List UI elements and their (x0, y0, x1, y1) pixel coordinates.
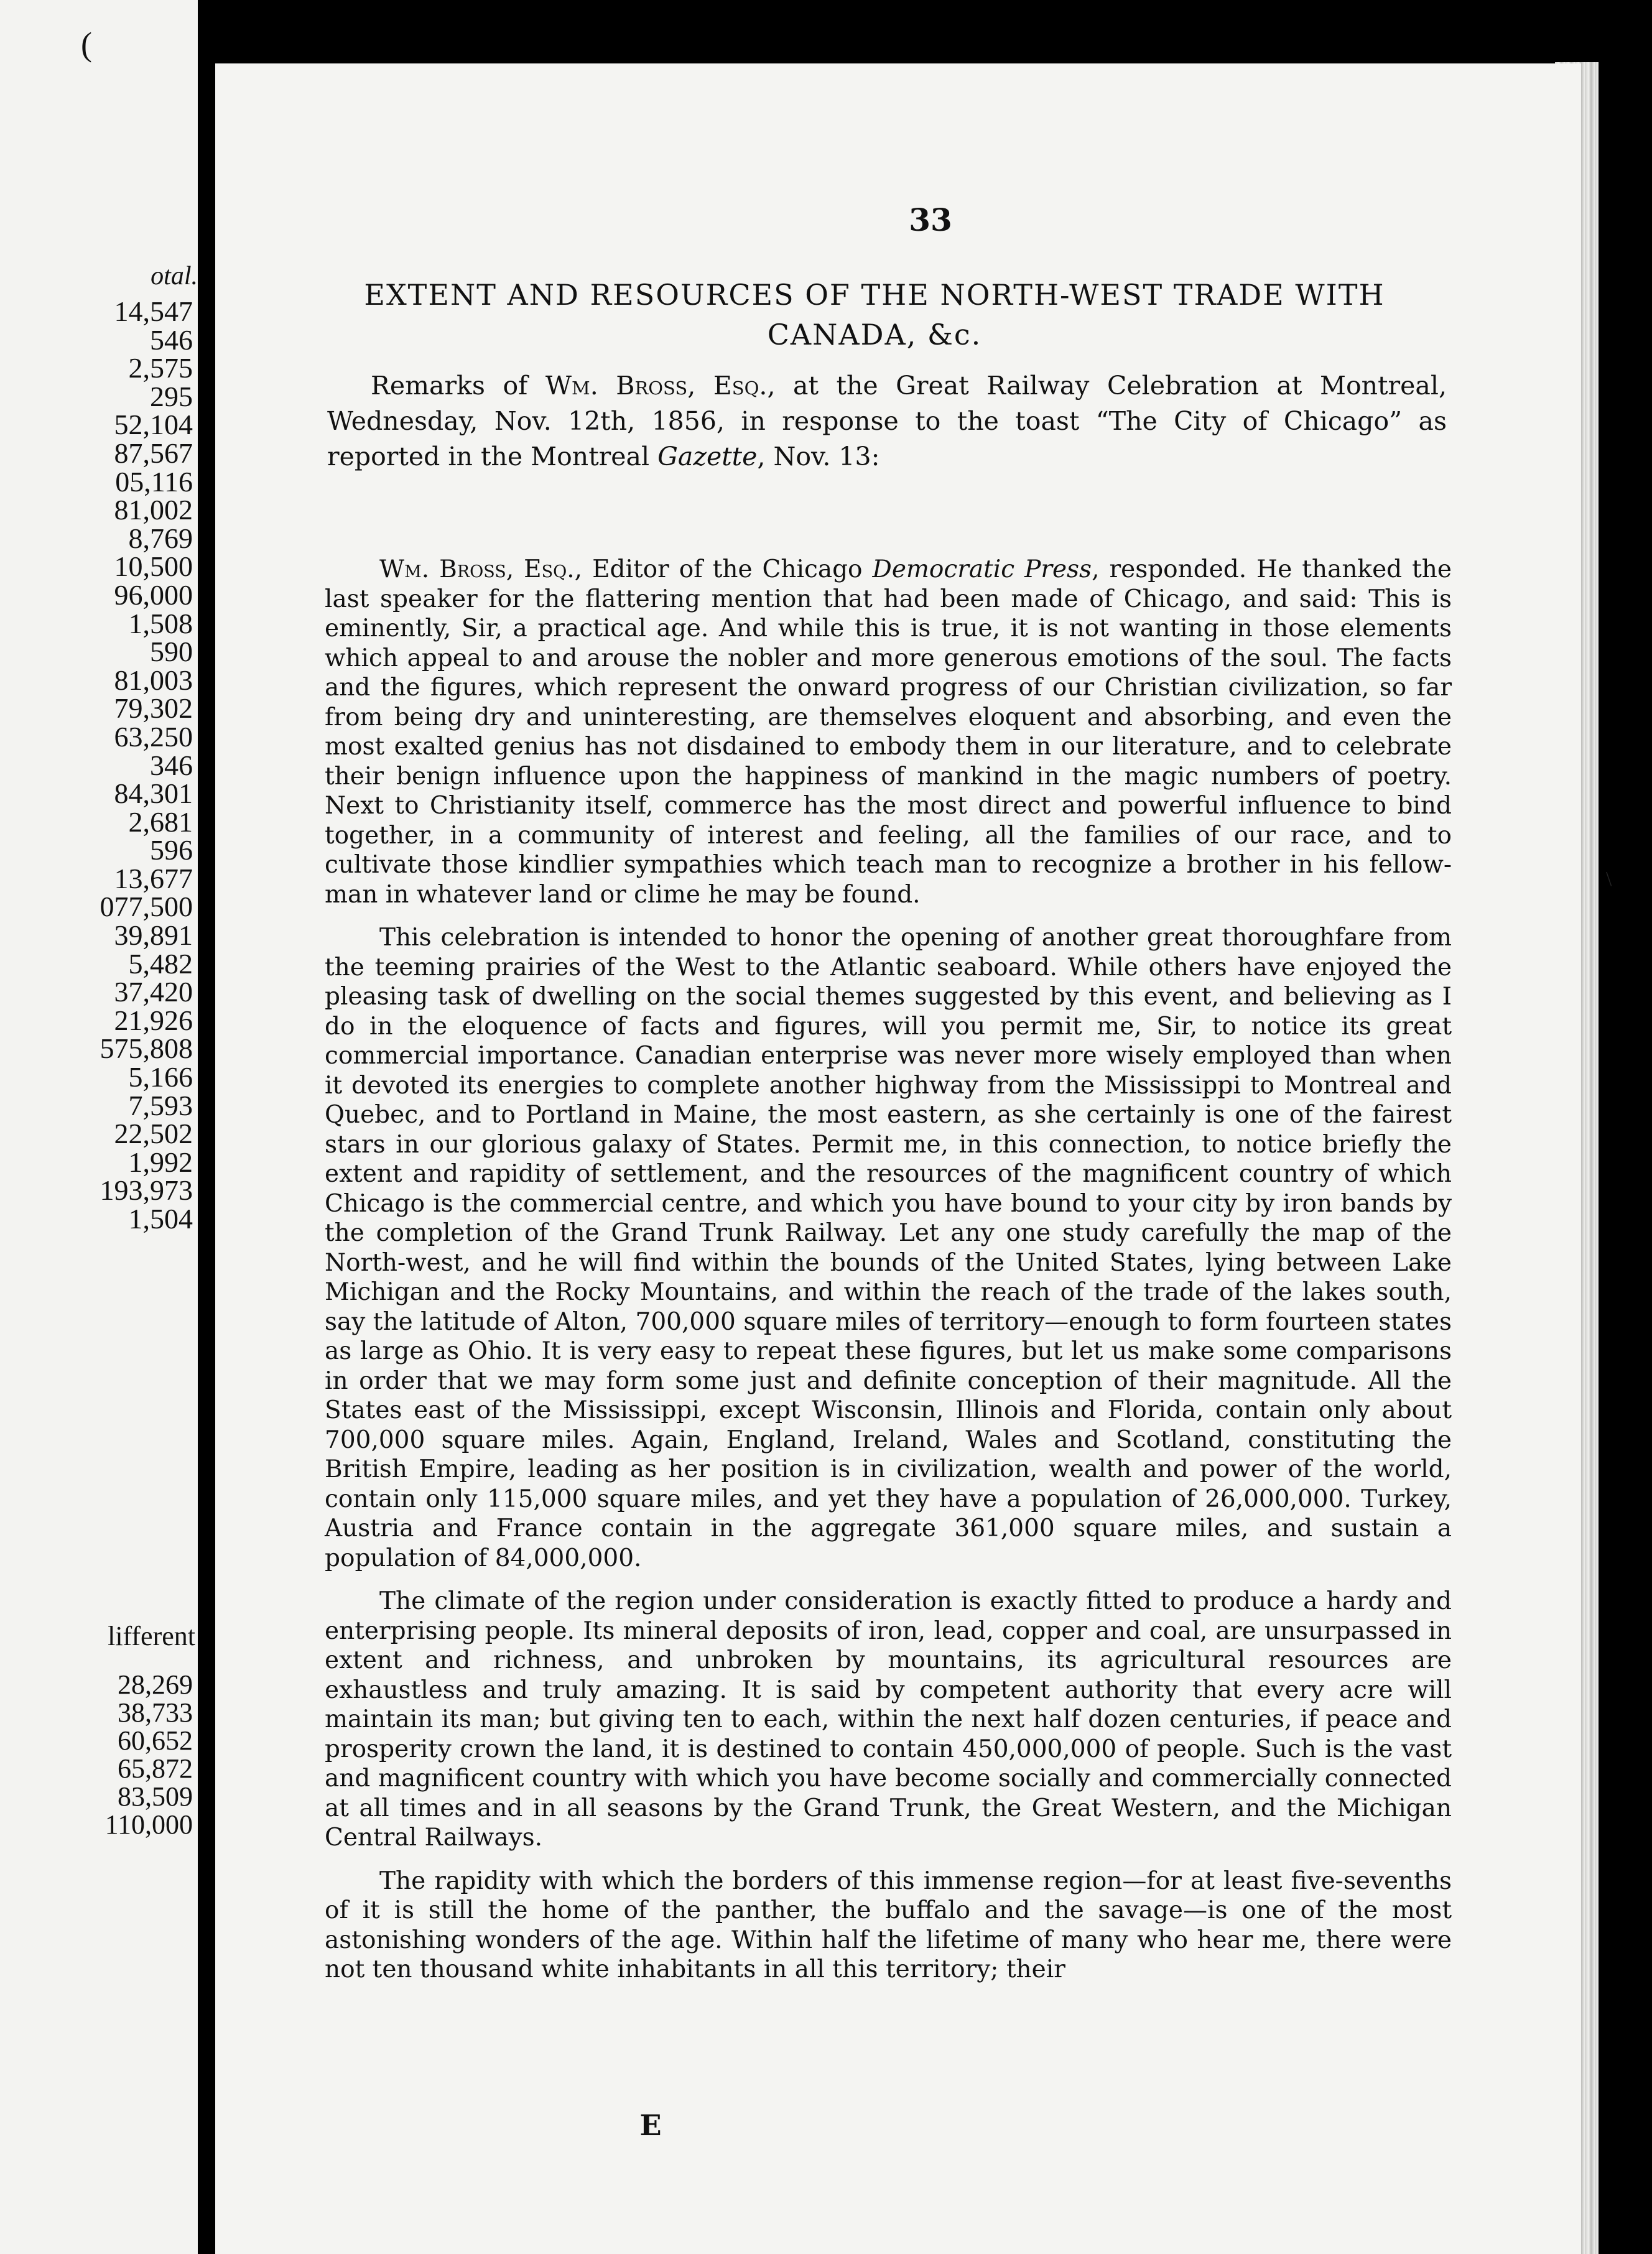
previous-page-number: 79,302 (114, 692, 193, 725)
paragraph-3: The climate of the region under consideration is exactly fitted to produce a hardy and enterprising people. Its mineral deposits of iron, lead, copper and coal, are unsurpassed in extent and richness, and unbroken by mountains, its agricultural resources are exhaustless and truly amazing. It is said by competent authority that every acre will maintain its man; but giving ten to each, within the next half dozen centuries, if peace and prosperity crown the land, it is destined to contain 450,000,000 of people. Such is the vast and magnificent country with which you have become socially and commercially connected at all times and in all seasons by the Grand Trunk, the Great Western, and the Michigan Central Railways. (325, 1587, 1452, 1852)
previous-page-number: 110,000 (104, 1809, 193, 1840)
previous-page-number: 14,547 (114, 295, 193, 327)
margin-mark: \ (1606, 868, 1612, 891)
previous-page-number: 13,677 (114, 862, 193, 894)
previous-page-number: 590 (150, 636, 193, 668)
intro-paragraph (327, 368, 1447, 475)
previous-page-number-column (100, 297, 193, 1233)
previous-page-number: 39,891 (114, 919, 193, 952)
previous-page-number: 2,575 (128, 352, 193, 384)
title-line-1: EXTENT AND RESOURCES OF THE NORTH-WEST TRADE WITH (364, 278, 1385, 312)
previous-page-number: 295 (150, 380, 193, 412)
previous-page-number: 22,502 (114, 1118, 193, 1150)
title-line-2: CANADA, &c. (767, 318, 982, 351)
page-title (352, 275, 1397, 355)
intro-text-a: Remarks of (371, 371, 545, 401)
previous-page-number: 10,500 (114, 550, 193, 583)
intro-text-c: , Nov. 13: (757, 442, 880, 471)
speaker-name: Wm. Bross, Esq. (379, 555, 575, 583)
previous-page-number: 596 (150, 834, 193, 866)
previous-page-number: 81,003 (114, 664, 193, 696)
paragraph-1 (325, 555, 1452, 909)
previous-page-number: 37,420 (114, 976, 193, 1008)
previous-page-number: 346 (150, 749, 193, 781)
previous-page-fragment (0, 0, 198, 2254)
previous-page-number: 1,992 (128, 1146, 193, 1178)
previous-page-number: 077,500 (100, 891, 193, 923)
previous-page-number: 28,269 (118, 1669, 193, 1700)
speech-body (325, 555, 1452, 1998)
previous-page-number: 193,973 (100, 1174, 193, 1207)
previous-page-number: 83,509 (118, 1781, 193, 1812)
page-number: 33 (909, 202, 952, 238)
intro-newspaper-name: Gazette (657, 442, 758, 471)
previous-page-number: 546 (150, 323, 193, 356)
paragraph-1-text-a: , Editor of the Chicago (574, 555, 873, 583)
previous-page-column-header: otal. (151, 262, 198, 290)
previous-page-number: 63,250 (114, 720, 193, 753)
paragraph-2: This celebration is intended to honor the opening of another great thoroughfare from the teeming prairies of the West to the Atlantic seaboard. While others have enjoyed the pleasing task of dwelling on the social themes suggested by this event, and believing as I do in the eloquence of facts and figures, will you permit me, Sir, to notice its great commercial importance. Canadian enterprise was never more wisely employed than when it devoted its energies to complete another highway from the Mississippi to Montreal and Quebec, and to Portland in Maine, the most eastern, as she certainly is one of the fairest stars in our glorious galaxy of States. Permit me, in this connection, to notice briefly the extent and rapidity of settlement, and the resources of the magnificent country of which Chicago is the commercial centre, and which you have bound to your city by iron bands by the completion of the Grand Trunk Railway. Let any one study carefully the map of the North-west, and he will find within the bounds of the United States, lying between Lake Michigan and the Rocky Mountains, and within the reach of the trade of the lakes south, say the latitude of Alton, 700,000 square miles of territory—enough to form fourteen states as large as Ohio. It is very easy to repeat these figures, but let us make some comparisons in order that we may form some just and definite conception of their magnitude. All the States east of the Mississippi, except Wisconsin, Illinois and Florida, contain only about 700,000 square miles. Again, England, Ireland, Wales and Scotland, constituting the British Empire, leading as her position is in civilization, wealth and power of the world, contain only 115,000 square miles, and yet they have a population of 26,000,000. Turkey, Austria and France contain in the aggregate 361,000 square miles, and sustain a population of 84,000,000. (325, 924, 1452, 1572)
previous-page-number: 1,504 (128, 1203, 193, 1235)
previous-page-number: 38,733 (118, 1697, 193, 1728)
previous-page-number: 96,000 (114, 578, 193, 611)
previous-page-number: 81,002 (114, 494, 193, 526)
previous-page-number: 575,808 (100, 1032, 193, 1065)
previous-page-number: 1,508 (128, 607, 193, 639)
previous-page-number: 21,926 (114, 1004, 193, 1036)
newspaper-name: Democratic Press (872, 555, 1092, 583)
previous-page-number: 65,872 (118, 1753, 193, 1784)
book-page (215, 63, 1581, 2254)
signature-mark: E (639, 2108, 662, 2142)
previous-page-number: 05,116 (115, 465, 193, 498)
previous-page-fragment-word: lifferent (108, 1621, 195, 1651)
previous-page-number: 2,681 (128, 805, 193, 838)
previous-page-number: 7,593 (128, 1089, 193, 1121)
paragraph-4: The rapidity with which the borders of this immense region—for at least five-sevenths of it is still the home of the panther, the buffalo and the savage—is one of the most astonishing wonders of the age. Within half the lifetime of many who hear me, there were not ten thousand white inhabitants in all this territory; their (325, 1867, 1452, 1983)
previous-page-mark: ( (81, 26, 92, 63)
intro-text-b: , at the Great Railway Celebration at Montreal, Wednesday, Nov. 12th, 1856, in response to the toast “The City of Chicago” as reported in the Montreal (327, 371, 1447, 471)
previous-page-number: 8,769 (128, 522, 193, 554)
previous-page-number: 84,301 (114, 777, 193, 810)
previous-page-number: 5,482 (128, 947, 193, 980)
previous-page-number-column-2 (105, 1671, 193, 1839)
previous-page-number: 5,166 (128, 1061, 193, 1093)
paragraph-1-text-b: , responded. He thanked the last speaker for the flattering mention that had been made of Chicago, and said: This is eminently, Sir, a practical age. And while this is true, it is not wanting in those elements which appeal to and arouse the nobler and more generous emotions of the soul. The facts and the figures, which represent the onward progress of our Christian civilization, so far from being dry and uninteresting, are themselves eloquent and absorbing, and even the most exalted genius has not disdained to embody them in our literature, and to celebrate their benign influence upon the happiness of mankind in the magic numbers of poetry. Next to Christianity itself, commerce has the most direct and powerful influence to bind together, in a community of interest and feeling, all the families of our race, and to cultivate those kindlier sympathies which teach man to recognize a brother in his fellow-man in whatever land or clime he may be found. (325, 555, 1452, 909)
intro-author-name: Wm. Bross, Esq. (545, 371, 768, 401)
previous-page-number: 52,104 (114, 409, 193, 441)
previous-page-number: 60,652 (118, 1725, 193, 1756)
previous-page-number: 87,567 (114, 437, 193, 469)
